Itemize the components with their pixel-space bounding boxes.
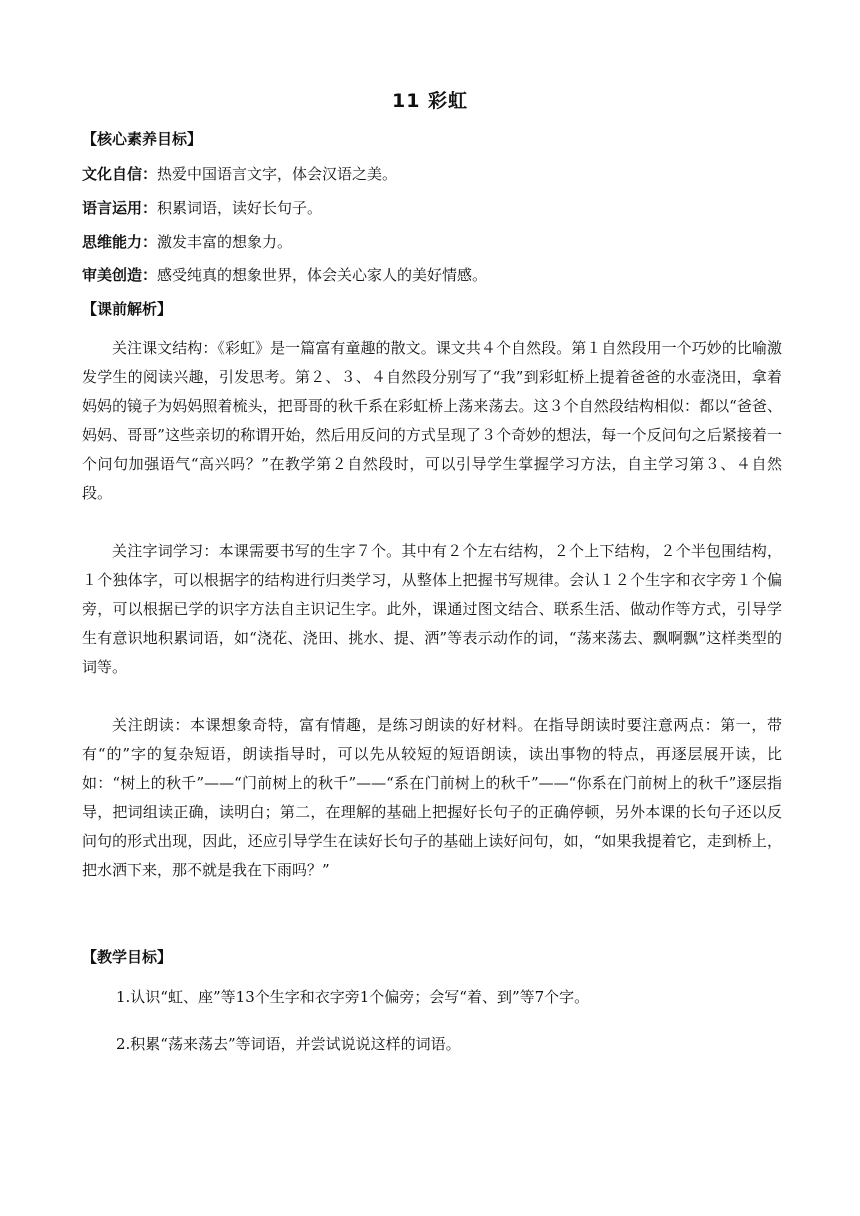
- section-heading-core: 【核心素养目标】: [82, 130, 203, 148]
- core-goal-label: 审美创造：: [82, 266, 158, 284]
- core-goal-text: 激发丰富的想象力。: [157, 233, 293, 251]
- analysis-paragraph-structure: 关注课文结构：《彩虹》是一篇富有童趣的散文。课文共４个自然段。第１自然段用一个巧妙的比喻激发学生的阅读兴趣，引发思考。第２、３、４自然段分别写了“我”到彩虹桥上提着爸爸的水壶浇田，拿着妈妈的镜子为妈妈照着梳头，把哥哥的秋千系在彩虹桥上荡来荡去。这３个自然段结构相似：都以“爸爸、妈妈、哥哥”这些亲切的称谓开始，然后用反问的方式呈现了３个奇妙的想法，每一个反问句之后紧接着一个问句加强语气“高兴吗？”在教学第２自然段时，可以引导学生掌握学习方法，自主学习第３、４自然段。: [82, 339, 782, 502]
- teaching-goal-item: 1.认识“虹、座”等13个生字和衣字旁1个偏旁；会写“着、到”等7个字。: [116, 988, 590, 1006]
- core-goal-text: 感受纯真的想象世界，体会关心家人的美好情感。: [157, 266, 488, 284]
- core-goal-aesthetic: [82, 264, 487, 285]
- core-goal-culture: [82, 163, 397, 184]
- core-goal-label: 思维能力：: [82, 233, 158, 251]
- analysis-paragraph-reading: 关注朗读：本课想象奇特，富有情趣，是练习朗读的好材料。在指导朗读时要注意两点：第一，带有“的”字的复杂短语，朗读指导时，可以先从较短的短语朗读，读出事物的特点，再逐层展开读，比如：“树上的秋千”——“门前树上的秋千”——“系在门前树上的秋千”——“你系在门前树上的秋千”逐层指导，把词组读正确，读明白；第二，在理解的基础上把握好长句子的正确停顿，另外本课的长句子还以反问句的形式出现，因此，还应引导学生在读好长句子的基础上读好问句，如，“如果我提着它，走到桥上，把水洒下来，那不就是我在下雨吗？”: [82, 716, 782, 879]
- core-goal-language: [82, 197, 322, 218]
- page-title: 11 彩虹: [391, 90, 469, 112]
- section-heading-teaching: 【教学目标】: [82, 948, 173, 966]
- core-goal-text: 积累词语，读好长句子。: [157, 199, 323, 217]
- teaching-goal-item: 2.积累“荡来荡去”等词语，并尝试说说这样的词语。: [116, 1035, 461, 1053]
- core-goal-thinking: [82, 231, 292, 252]
- section-heading-analysis: 【课前解析】: [82, 300, 173, 318]
- core-goal-label: 语言运用：: [82, 199, 158, 217]
- core-goal-label: 文化自信：: [82, 165, 158, 183]
- core-goal-text: 热爱中国语言文字，体会汉语之美。: [157, 165, 398, 183]
- analysis-paragraph-vocabulary: 关注字词学习：本课需要书写的生字７个。其中有２个左右结构，２个上下结构，２个半包围结构，１个独体字，可以根据字的结构进行归类学习，从整体上把握书写规律。会认１２个生字和衣字旁１个偏旁，可以根据已学的识字方法自主识记生字。此外，课通过图文结合、联系生活、做动作等方式，引导学生有意识地积累词语，如“浇花、浇田、挑水、提、洒”等表示动作的词，“荡来荡去、飘啊飘”这样类型的词等。: [82, 542, 782, 676]
